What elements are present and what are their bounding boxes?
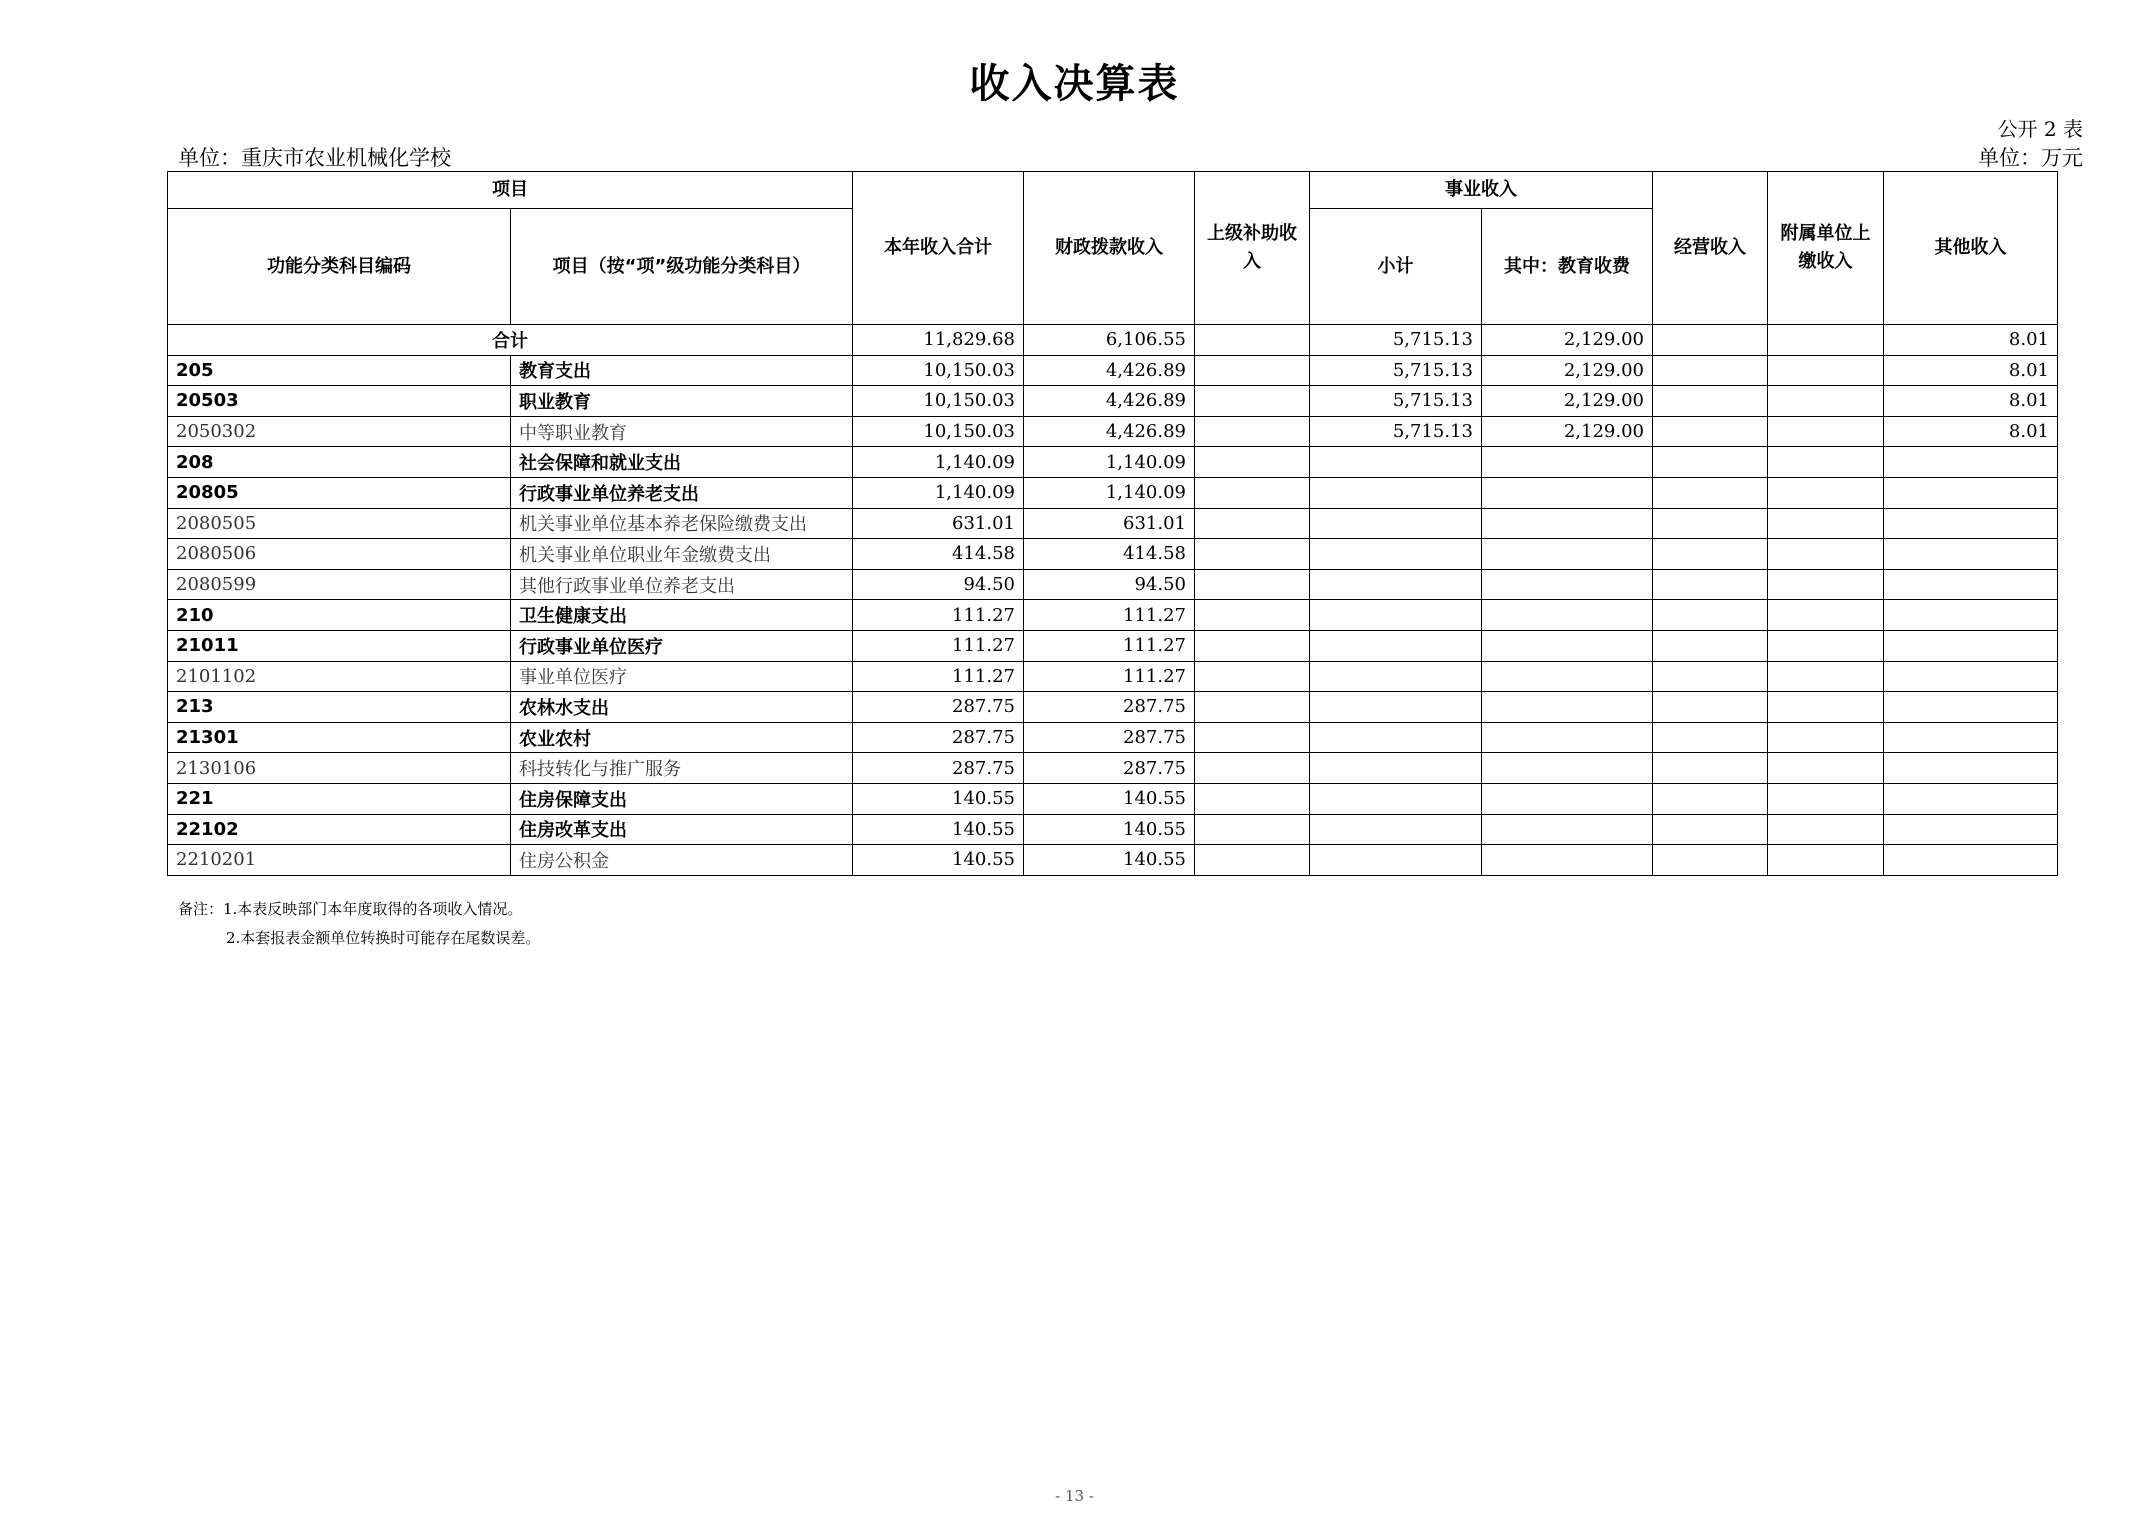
notes — [178, 895, 540, 953]
table-row — [168, 569, 2058, 600]
row-item-name: 事业单位医疗 — [511, 661, 853, 692]
row-cell-superior — [1195, 661, 1310, 692]
row-code: 208 — [168, 447, 511, 478]
page-number: - 13 - — [1055, 1487, 1094, 1505]
row-cell-other — [1884, 814, 2058, 845]
row-cell-affiliate — [1768, 692, 1884, 723]
row-item-name: 机关事业单位基本养老保险缴费支出 — [511, 508, 853, 539]
row-code: 22102 — [168, 814, 511, 845]
row-cell-total: 140.55 — [853, 783, 1024, 814]
row-cell-other — [1884, 845, 2058, 876]
row-cell-operation — [1653, 814, 1768, 845]
row-cell-operation — [1653, 630, 1768, 661]
row-cell-fiscal: 140.55 — [1024, 845, 1195, 876]
total-cell-affiliate — [1768, 325, 1884, 356]
row-code: 2210201 — [168, 845, 511, 876]
row-cell-other: 8.01 — [1884, 355, 2058, 386]
row-cell-other — [1884, 661, 2058, 692]
row-cell-affiliate — [1768, 447, 1884, 478]
row-cell-other — [1884, 508, 2058, 539]
row-item-name: 农林水支出 — [511, 692, 853, 723]
total-label: 合计 — [168, 325, 853, 356]
row-cell-superior — [1195, 569, 1310, 600]
row-cell-total: 1,140.09 — [853, 477, 1024, 508]
row-cell-total: 287.75 — [853, 692, 1024, 723]
row-cell-career-edu — [1482, 569, 1653, 600]
row-cell-fiscal: 1,140.09 — [1024, 447, 1195, 478]
row-cell-career-subtotal — [1310, 477, 1482, 508]
table-row — [168, 630, 2058, 661]
row-item-name: 住房保障支出 — [511, 783, 853, 814]
table-row — [168, 661, 2058, 692]
row-cell-operation — [1653, 416, 1768, 447]
row-cell-fiscal: 94.50 — [1024, 569, 1195, 600]
row-cell-affiliate — [1768, 539, 1884, 570]
header-affiliate: 附属单位上缴收入 — [1768, 172, 1884, 325]
row-cell-fiscal: 111.27 — [1024, 630, 1195, 661]
row-cell-fiscal: 287.75 — [1024, 753, 1195, 784]
row-cell-career-edu — [1482, 692, 1653, 723]
header-project: 项目 — [168, 172, 853, 209]
row-cell-other — [1884, 753, 2058, 784]
row-code: 221 — [168, 783, 511, 814]
table-row — [168, 355, 2058, 386]
row-item-name: 住房公积金 — [511, 845, 853, 876]
row-code: 2130106 — [168, 753, 511, 784]
row-cell-affiliate — [1768, 783, 1884, 814]
row-cell-fiscal: 140.55 — [1024, 783, 1195, 814]
row-code: 21301 — [168, 722, 511, 753]
row-code: 21011 — [168, 630, 511, 661]
row-cell-career-subtotal — [1310, 600, 1482, 631]
row-cell-affiliate — [1768, 508, 1884, 539]
page-title: 收入决算表 — [969, 61, 1180, 107]
row-code: 2101102 — [168, 661, 511, 692]
row-cell-affiliate — [1768, 722, 1884, 753]
row-cell-career-edu — [1482, 508, 1653, 539]
row-cell-operation — [1653, 447, 1768, 478]
row-cell-career-subtotal — [1310, 783, 1482, 814]
row-cell-total: 1,140.09 — [853, 447, 1024, 478]
row-cell-superior — [1195, 630, 1310, 661]
row-cell-superior — [1195, 386, 1310, 417]
row-cell-career-subtotal — [1310, 722, 1482, 753]
total-cell-career-edu: 2,129.00 — [1482, 325, 1653, 356]
row-cell-fiscal: 4,426.89 — [1024, 355, 1195, 386]
total-cell-other: 8.01 — [1884, 325, 2058, 356]
row-item-name: 科技转化与推广服务 — [511, 753, 853, 784]
row-cell-career-subtotal — [1310, 539, 1482, 570]
row-cell-total: 631.01 — [853, 508, 1024, 539]
table-row — [168, 416, 2058, 447]
organization-unit: 单位：重庆市农业机械化学校 — [178, 146, 451, 170]
row-cell-other: 8.01 — [1884, 416, 2058, 447]
row-cell-affiliate — [1768, 661, 1884, 692]
row-cell-other — [1884, 630, 2058, 661]
table-row — [168, 814, 2058, 845]
total-cell-superior — [1195, 325, 1310, 356]
row-cell-career-edu — [1482, 477, 1653, 508]
row-cell-other: 8.01 — [1884, 386, 2058, 417]
table-row — [168, 477, 2058, 508]
row-cell-affiliate — [1768, 753, 1884, 784]
header-func-code: 功能分类科目编码 — [168, 209, 511, 325]
row-cell-career-subtotal — [1310, 508, 1482, 539]
note-1: 备注：1.本表反映部门本年度取得的各项收入情况。 — [178, 900, 523, 918]
row-cell-total: 140.55 — [853, 845, 1024, 876]
table-row — [168, 845, 2058, 876]
row-cell-fiscal: 4,426.89 — [1024, 416, 1195, 447]
row-cell-fiscal: 111.27 — [1024, 661, 1195, 692]
row-cell-fiscal: 287.75 — [1024, 692, 1195, 723]
income-table — [167, 171, 2058, 876]
row-code: 205 — [168, 355, 511, 386]
row-cell-other — [1884, 692, 2058, 723]
header-other: 其他收入 — [1884, 172, 2058, 325]
row-cell-career-subtotal — [1310, 692, 1482, 723]
row-cell-career-subtotal — [1310, 661, 1482, 692]
row-cell-superior — [1195, 814, 1310, 845]
row-item-name: 农业农村 — [511, 722, 853, 753]
row-cell-operation — [1653, 661, 1768, 692]
row-cell-career-subtotal — [1310, 845, 1482, 876]
row-cell-superior — [1195, 722, 1310, 753]
row-cell-career-edu — [1482, 539, 1653, 570]
row-cell-fiscal: 287.75 — [1024, 722, 1195, 753]
row-item-name: 机关事业单位职业年金缴费支出 — [511, 539, 853, 570]
row-cell-operation — [1653, 477, 1768, 508]
row-item-name: 行政事业单位养老支出 — [511, 477, 853, 508]
row-cell-career-edu — [1482, 722, 1653, 753]
table-row — [168, 600, 2058, 631]
row-cell-superior — [1195, 753, 1310, 784]
row-cell-career-edu: 2,129.00 — [1482, 386, 1653, 417]
currency-unit: 单位：万元 — [1978, 146, 2083, 170]
row-cell-affiliate — [1768, 477, 1884, 508]
table-row — [168, 447, 2058, 478]
row-cell-superior — [1195, 416, 1310, 447]
row-code: 210 — [168, 600, 511, 631]
row-cell-career-edu — [1482, 661, 1653, 692]
row-cell-total: 287.75 — [853, 753, 1024, 784]
row-cell-total: 414.58 — [853, 539, 1024, 570]
row-cell-fiscal: 111.27 — [1024, 600, 1195, 631]
row-cell-other — [1884, 477, 2058, 508]
row-cell-superior — [1195, 600, 1310, 631]
row-code: 2050302 — [168, 416, 511, 447]
row-cell-career-edu — [1482, 783, 1653, 814]
row-cell-superior — [1195, 355, 1310, 386]
table-row — [168, 386, 2058, 417]
header-career-subtotal: 小计 — [1310, 209, 1482, 325]
header-fiscal: 财政拨款收入 — [1024, 172, 1195, 325]
row-cell-total: 287.75 — [853, 722, 1024, 753]
row-cell-fiscal: 4,426.89 — [1024, 386, 1195, 417]
row-cell-career-subtotal: 5,715.13 — [1310, 416, 1482, 447]
row-cell-other — [1884, 447, 2058, 478]
row-code: 2080599 — [168, 569, 511, 600]
row-cell-career-edu — [1482, 630, 1653, 661]
table-row — [168, 508, 2058, 539]
header-item-name: 项目（按“项”级功能分类科目） — [511, 209, 853, 325]
row-cell-total: 111.27 — [853, 661, 1024, 692]
header-career: 事业收入 — [1310, 172, 1653, 209]
row-cell-affiliate — [1768, 845, 1884, 876]
row-item-name: 教育支出 — [511, 355, 853, 386]
row-cell-other — [1884, 569, 2058, 600]
row-cell-superior — [1195, 508, 1310, 539]
row-code: 20503 — [168, 386, 511, 417]
row-code: 2080506 — [168, 539, 511, 570]
header-career-edu: 其中：教育收费 — [1482, 209, 1653, 325]
row-cell-total: 10,150.03 — [853, 355, 1024, 386]
row-cell-superior — [1195, 692, 1310, 723]
row-cell-superior — [1195, 477, 1310, 508]
row-cell-total: 10,150.03 — [853, 386, 1024, 417]
header-superior: 上级补助收入 — [1195, 172, 1310, 325]
row-cell-affiliate — [1768, 386, 1884, 417]
total-cell-total: 11,829.68 — [853, 325, 1024, 356]
total-cell-career-subtotal: 5,715.13 — [1310, 325, 1482, 356]
row-cell-superior — [1195, 447, 1310, 478]
row-code: 2080505 — [168, 508, 511, 539]
row-cell-career-subtotal — [1310, 753, 1482, 784]
row-cell-fiscal: 140.55 — [1024, 814, 1195, 845]
row-cell-career-edu — [1482, 845, 1653, 876]
row-cell-operation — [1653, 600, 1768, 631]
row-cell-affiliate — [1768, 569, 1884, 600]
row-item-name: 住房改革支出 — [511, 814, 853, 845]
row-cell-total: 10,150.03 — [853, 416, 1024, 447]
row-item-name: 社会保障和就业支出 — [511, 447, 853, 478]
row-cell-career-edu: 2,129.00 — [1482, 355, 1653, 386]
row-cell-operation — [1653, 845, 1768, 876]
row-cell-fiscal: 414.58 — [1024, 539, 1195, 570]
table-number: 公开 2 表 — [1997, 117, 2083, 141]
row-cell-career-subtotal — [1310, 447, 1482, 478]
total-row — [168, 325, 2058, 356]
table-row — [168, 783, 2058, 814]
row-item-name: 卫生健康支出 — [511, 600, 853, 631]
table-row — [168, 692, 2058, 723]
row-cell-operation — [1653, 508, 1768, 539]
row-cell-career-edu — [1482, 814, 1653, 845]
row-cell-superior — [1195, 783, 1310, 814]
row-cell-other — [1884, 722, 2058, 753]
row-cell-affiliate — [1768, 355, 1884, 386]
note-2: 2.本套报表金额单位转换时可能存在尾数误差。 — [226, 929, 541, 947]
row-item-name: 行政事业单位医疗 — [511, 630, 853, 661]
row-cell-superior — [1195, 539, 1310, 570]
row-cell-other — [1884, 539, 2058, 570]
row-cell-affiliate — [1768, 416, 1884, 447]
header-operation: 经营收入 — [1653, 172, 1768, 325]
row-code: 20805 — [168, 477, 511, 508]
total-cell-fiscal: 6,106.55 — [1024, 325, 1195, 356]
row-cell-fiscal: 1,140.09 — [1024, 477, 1195, 508]
header-total: 本年收入合计 — [853, 172, 1024, 325]
row-code: 213 — [168, 692, 511, 723]
total-cell-operation — [1653, 325, 1768, 356]
row-cell-career-subtotal — [1310, 630, 1482, 661]
row-cell-fiscal: 631.01 — [1024, 508, 1195, 539]
row-cell-affiliate — [1768, 600, 1884, 631]
row-cell-career-subtotal — [1310, 569, 1482, 600]
row-cell-operation — [1653, 539, 1768, 570]
row-cell-career-edu — [1482, 447, 1653, 478]
row-cell-affiliate — [1768, 814, 1884, 845]
row-cell-other — [1884, 600, 2058, 631]
table-row — [168, 539, 2058, 570]
row-cell-operation — [1653, 355, 1768, 386]
row-item-name: 中等职业教育 — [511, 416, 853, 447]
row-cell-superior — [1195, 845, 1310, 876]
row-cell-operation — [1653, 753, 1768, 784]
row-cell-career-edu: 2,129.00 — [1482, 416, 1653, 447]
row-cell-career-edu — [1482, 753, 1653, 784]
row-cell-affiliate — [1768, 630, 1884, 661]
row-cell-total: 111.27 — [853, 600, 1024, 631]
row-cell-total: 140.55 — [853, 814, 1024, 845]
row-cell-career-edu — [1482, 600, 1653, 631]
row-cell-total: 94.50 — [853, 569, 1024, 600]
row-cell-operation — [1653, 692, 1768, 723]
row-cell-other — [1884, 783, 2058, 814]
row-item-name: 职业教育 — [511, 386, 853, 417]
row-cell-operation — [1653, 569, 1768, 600]
row-cell-career-subtotal: 5,715.13 — [1310, 386, 1482, 417]
table-row — [168, 722, 2058, 753]
row-cell-operation — [1653, 722, 1768, 753]
row-cell-career-subtotal: 5,715.13 — [1310, 355, 1482, 386]
row-cell-total: 111.27 — [853, 630, 1024, 661]
row-cell-career-subtotal — [1310, 814, 1482, 845]
row-cell-operation — [1653, 386, 1768, 417]
table-row — [168, 753, 2058, 784]
row-item-name: 其他行政事业单位养老支出 — [511, 569, 853, 600]
row-cell-operation — [1653, 783, 1768, 814]
